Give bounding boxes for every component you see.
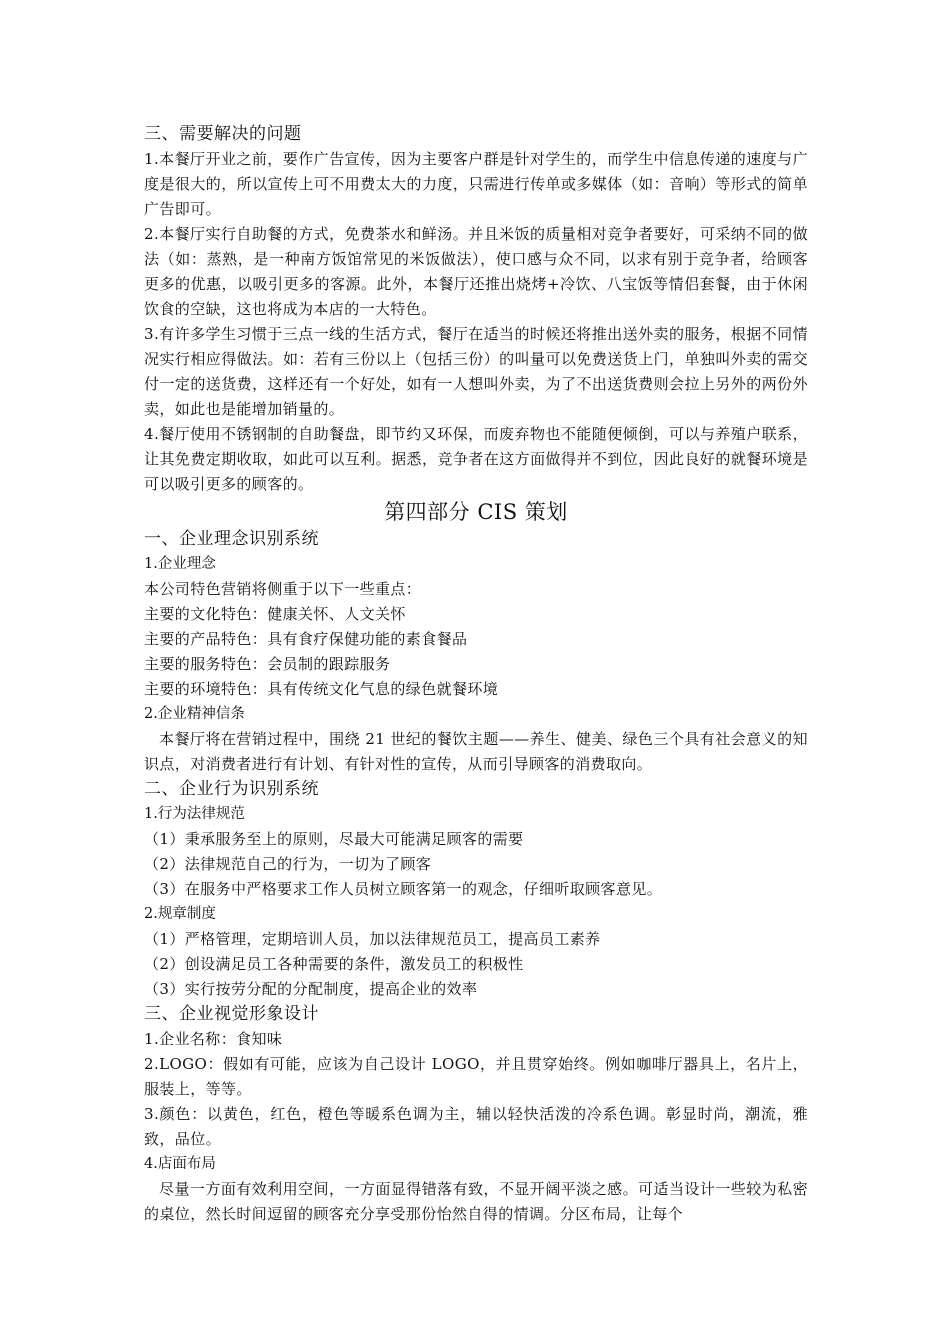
text-line: 主要的环境特色：具有传统文化气息的绿色就餐环境 — [144, 680, 499, 698]
section-heading-vis: 三、企业视觉形象设计 — [144, 1004, 319, 1024]
subheading-law: 1.行为法律规范 — [144, 806, 245, 822]
subheading-layout: 4.店面布局 — [144, 1156, 216, 1172]
subheading-spirit: 2.企业精神信条 — [144, 706, 245, 722]
list-item: （2）法律规范自己的行为，一切为了顾客 — [144, 855, 432, 873]
list-item: （2）创设满足员工各种需要的条件，激发员工的积极性 — [144, 955, 524, 973]
paragraph-logo: 2.LOGO：假如有可能，应该为自己设计 LOGO，并且贯穿始终。例如咖啡厅器具上，名片上，服装上，等等。 — [144, 1055, 808, 1098]
text-line: 主要的产品特色：具有食疗保健功能的素食餐品 — [144, 630, 468, 648]
paragraph-problem-2: 2.本餐厅实行自助餐的方式，免费茶水和鲜汤。并且米饭的质量相对竞争者要好，可采纳不同的做法（如：蒸熟，是一种南方饭馆常见的米饭做法），使口感与众不同，以求有别于竞争者，给顾客更多的优惠，以吸引更多的客源。此外，本餐厅还推出烧烤+冷饮、八宝饭等情侣套餐，由于休闲饮食的空缺，这也将成为本店的一大特色。 — [144, 225, 808, 318]
paragraph-spirit: 本餐厅将在营销过程中，围绕 21 世纪的餐饮主题——养生、健美、绿色三个具有社会意义的知识点，对消费者进行有计划、有针对性的宣传，从而引导顾客的消费取向。 — [144, 730, 808, 773]
subheading-philosophy: 1.企业理念 — [144, 556, 216, 572]
document-page — [144, 122, 808, 1227]
list-item: （3）实行按劳分配的分配制度，提高企业的效率 — [144, 980, 478, 998]
part-title: 第四部分 CIS 策划 — [384, 500, 568, 524]
paragraph-layout: 尽量一方面有效利用空间，一方面显得错落有致，不显开阔平淡之感。可适当设计一些较为私密的桌位，然长时间逗留的顾客充分享受那份怡然自得的情调。分区布局，让每个 — [144, 1180, 808, 1223]
list-item: （1）秉承服务至上的原则，尽最大可能满足顾客的需要 — [144, 830, 524, 848]
text-line: 本公司特色营销将侧重于以下一些重点： — [144, 580, 422, 598]
paragraph-problem-3: 3.有许多学生习惯于三点一线的生活方式，餐厅在适当的时候还将推出送外卖的服务，根据不同情况实行相应得做法。如：若有三份以上（包括三份）的叫量可以免费送货上门，单独叫外卖的需交付一定的送货费，这样还有一个好处，如有一人想叫外卖，为了不出送货费则会拉上另外的两份外卖，如此也是能增加销量的。 — [144, 325, 808, 418]
paragraph-problem-1: 1.本餐厅开业之前，要作广告宣传，因为主要客户群是针对学生的，而学生中信息传递的速度与广度是很大的，所以宣传上可不用费太大的力度，只需进行传单或多媒体（如：音响）等形式的简单广告即可。 — [144, 150, 808, 218]
paragraph-problem-4: 4.餐厅使用不锈钢制的自助餐盘，即节约又环保，而废弃物也不能随便倾倒，可以与养殖户联系，让其免费定期收取，如此可以互利。据悉，竞争者在这方面做得并不到位，因此良好的就餐环境是可以吸引更多的顾客的。 — [144, 425, 808, 493]
text-line: 主要的文化特色：健康关怀、人文关怀 — [144, 605, 406, 623]
paragraph-company-name: 1.企业名称：食知味 — [144, 1030, 283, 1048]
list-item: （3）在服务中严格要求工作人员树立顾客第一的观念，仔细听取顾客意见。 — [144, 880, 663, 898]
section-heading-mis: 一、企业理念识别系统 — [144, 529, 319, 549]
text-line: 主要的服务特色：会员制的跟踪服务 — [144, 655, 391, 673]
paragraph-color: 3.颜色：以黄色，红色，橙色等暖系色调为主，辅以轻快活泼的冷系色调。彰显时尚，潮流，雅致，品位。 — [144, 1105, 808, 1148]
subheading-rules: 2.规章制度 — [144, 906, 216, 922]
section-heading-problems: 三、需要解决的问题 — [144, 124, 302, 144]
list-item: （1）严格管理，定期培训人员，加以法律规范员工，提高员工素养 — [144, 930, 601, 948]
section-heading-bis: 二、企业行为识别系统 — [144, 779, 319, 799]
